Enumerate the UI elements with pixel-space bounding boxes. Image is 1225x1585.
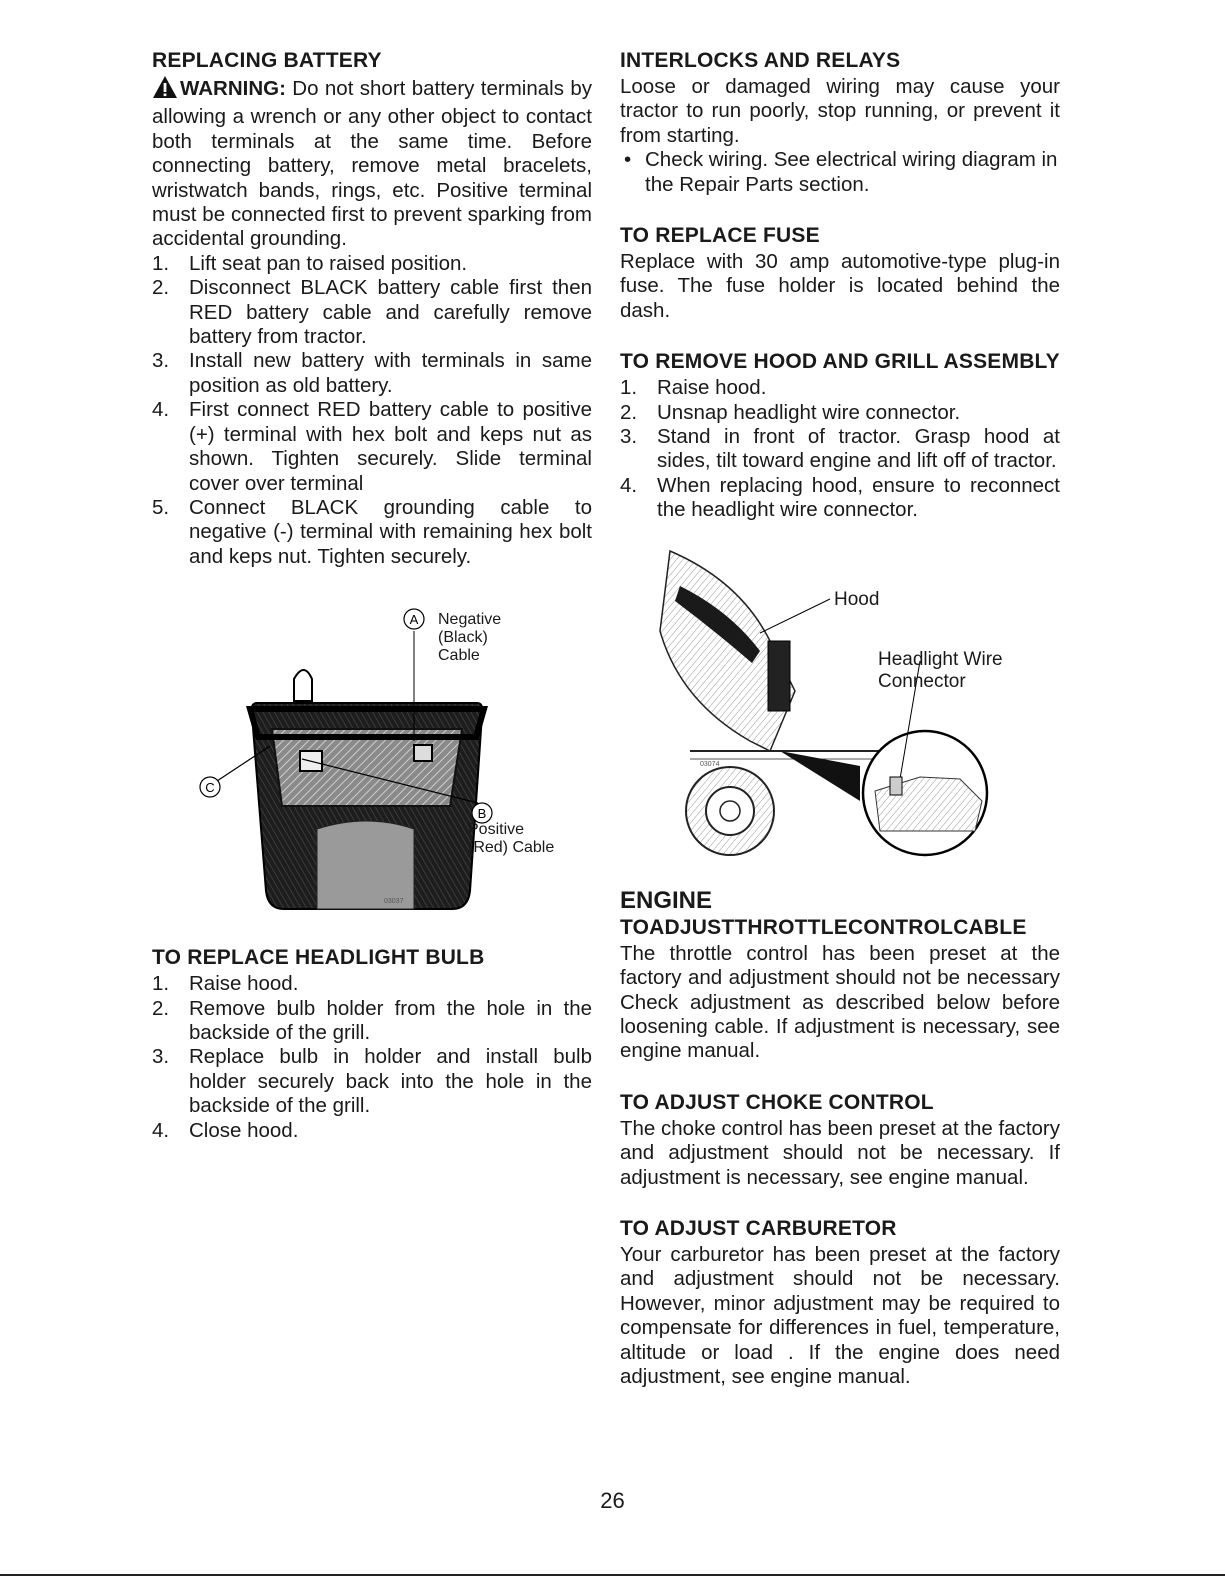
figure-code: 03037 xyxy=(384,898,404,906)
list-item xyxy=(152,972,592,996)
paragraph: Replace with 30 amp automotive-type plug-in fuse. The fuse holder is located behind the dash. xyxy=(620,250,1060,322)
right-column xyxy=(620,48,1060,1389)
section-heading: INTERLOCKS AND RELAYS xyxy=(620,49,901,72)
step-text: Unsnap headlight wire connector. xyxy=(657,400,961,424)
step-number: 3. xyxy=(152,349,170,373)
headlight-steps xyxy=(152,972,592,1143)
figure-code: 03074 xyxy=(700,760,720,768)
step-number: 4. xyxy=(152,398,170,422)
step-number: 3. xyxy=(152,1045,170,1069)
section-heading: TO REPLACE FUSE xyxy=(620,224,820,248)
bullet-icon: • xyxy=(624,148,632,172)
step-text: Close hood. xyxy=(189,1118,299,1142)
section-heading: REPLACING BATTERY xyxy=(152,49,382,72)
paragraph: Loose or damaged wiring may cause your tractor to run poorly, stop running, or prevent it from starting. xyxy=(620,75,1060,147)
hood-steps xyxy=(620,376,1060,522)
bullet-list xyxy=(620,148,1060,197)
bullet-text: Check wiring. See electrical wiring diagram in the Repair Parts section. xyxy=(645,148,1058,196)
list-item xyxy=(152,1119,592,1143)
step-number: 5. xyxy=(152,495,170,519)
list-item xyxy=(620,425,1060,474)
engine-section xyxy=(620,887,1060,1390)
step-number: 3. xyxy=(620,425,638,449)
warning-icon xyxy=(152,75,178,105)
page-edge-line xyxy=(0,1574,1225,1576)
callout-a: A xyxy=(409,612,419,628)
engine-heading: ENGINE xyxy=(620,886,713,914)
callout-b: B xyxy=(477,806,487,822)
list-item xyxy=(620,376,1060,400)
paragraph: Your carburetor has been preset at the factory and adjustment should not be necessary. However, minor adjustment may be required to compensate for differences in fuel, temperature, altitude or load . If the engine does need adjustment, see engine manual. xyxy=(620,1242,1060,1388)
step-text: Connect BLACK grounding cable to negative (-) terminal with remaining hex bolt and keps nut. Tighten securely. xyxy=(189,495,592,568)
headlight-connector-label: Headlight Wire Connector xyxy=(878,648,1003,692)
step-text: Stand in front of tractor. Grasp hood at sides, tilt toward engine and lift off of tractor. xyxy=(657,425,1060,473)
battery-figure xyxy=(152,591,592,931)
step-text: Raise hood. xyxy=(189,972,299,996)
step-text: First connect RED battery cable to positive (+) terminal with hex bolt and keps nut as shown. Tighten securely. Slide terminal cover over terminal xyxy=(189,398,592,495)
replacing-battery-section xyxy=(152,48,592,931)
list-item xyxy=(620,148,1060,197)
step-number: 1. xyxy=(152,972,170,996)
hood-label: Hood xyxy=(834,588,880,610)
paragraph: The throttle control has been preset at the factory and adjustment should not be necessary Check adjustment as described below before loosening cable. If adjustment is necessary, see engine manual. xyxy=(620,941,1060,1063)
page-number: 26 xyxy=(600,1488,625,1513)
list-item xyxy=(620,401,1060,425)
list-item xyxy=(152,496,592,569)
step-text: Disconnect BLACK battery cable first then RED battery cable and carefully remove battery from tractor. xyxy=(189,276,592,349)
interlocks-section xyxy=(620,48,1060,197)
warning-text: Do not short battery terminals by allowing a wrench or any other object to contact both terminals at the same time. Before connecting battery, remove metal bracelets, wristwatch bands, rings, etc. Positive terminal must be connected first to prevent sparking from accidental grounding. xyxy=(152,77,592,251)
list-item xyxy=(152,997,592,1046)
step-number: 4. xyxy=(152,1118,170,1142)
paragraph: The choke control has been preset at the factory and adjustment should not be necessary. If adjustment is necessary, see engine manual. xyxy=(620,1116,1060,1189)
hood-grill-section xyxy=(620,349,1060,880)
step-number: 1. xyxy=(152,251,170,275)
step-text: Lift seat pan to raised position. xyxy=(189,251,468,275)
step-text: Install new battery with terminals in same position as old battery. xyxy=(189,349,592,397)
carburetor-heading: TO ADJUST CARBURETOR xyxy=(620,1216,897,1240)
step-number: 2. xyxy=(152,996,170,1020)
step-number: 2. xyxy=(152,276,170,300)
callout-c: C xyxy=(205,780,215,796)
section-heading: TO REPLACE HEADLIGHT BULB xyxy=(152,946,485,970)
step-number: 4. xyxy=(620,473,638,497)
fuse-section xyxy=(620,223,1060,323)
headlight-bulb-section xyxy=(152,945,592,1143)
list-item xyxy=(152,1045,592,1118)
list-item xyxy=(152,398,592,496)
section-heading: TO REMOVE HOOD AND GRILL ASSEMBLY xyxy=(620,350,1060,374)
list-item xyxy=(152,276,592,349)
hood-figure xyxy=(620,541,1060,881)
choke-heading: TO ADJUST CHOKE CONTROL xyxy=(620,1090,934,1114)
step-number: 2. xyxy=(620,400,638,424)
battery-steps xyxy=(152,252,592,569)
step-text: Replace bulb in holder and install bulb holder securely back into the hole in the backside of the grill. xyxy=(189,1045,592,1118)
left-column xyxy=(152,48,592,1143)
step-number: 1. xyxy=(620,376,638,400)
negative-cable-label: Negative (Black) Cable xyxy=(438,611,502,665)
step-text: When replacing hood, ensure to reconnect the headlight wire connector. xyxy=(657,473,1060,522)
warning-label: WARNING: xyxy=(180,77,286,100)
list-item xyxy=(620,474,1060,523)
throttle-heading: TOADJUSTTHROTTLECONTROLCABLE xyxy=(620,915,1027,939)
step-text: Raise hood. xyxy=(657,376,767,400)
step-text: Remove bulb holder from the hole in the backside of the grill. xyxy=(189,996,592,1044)
list-item xyxy=(152,252,592,276)
positive-cable-label: Positive (Red) Cable xyxy=(468,821,555,857)
warning-paragraph xyxy=(152,75,592,252)
list-item xyxy=(152,349,592,398)
